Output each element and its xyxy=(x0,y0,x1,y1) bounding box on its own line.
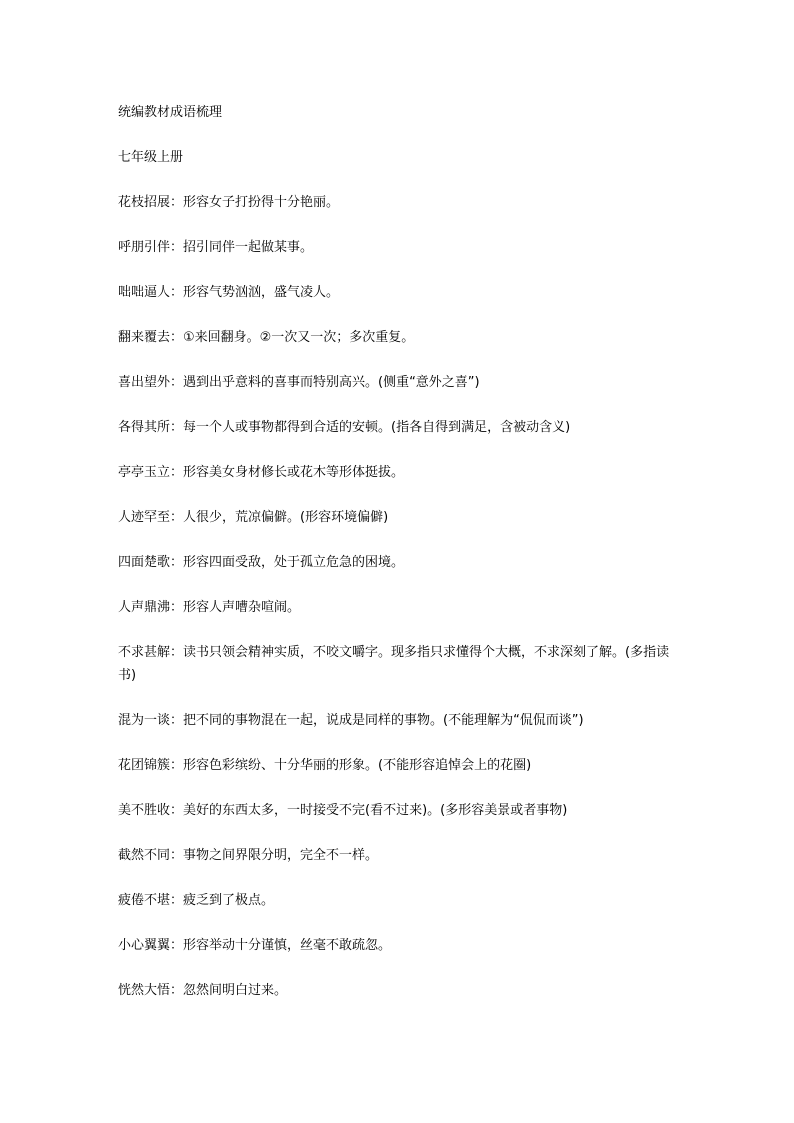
idiom-entry: 亭亭玉立：形容美女身材修长或花木等形体挺拔。 xyxy=(118,465,405,480)
idiom-entry: 人迹罕至：人很少，荒凉偏僻。(形容环境偏僻) xyxy=(118,510,389,525)
idiom-entry: 咄咄逼人：形容气势汹汹，盛气凌人。 xyxy=(118,285,340,300)
idiom-entry: 花团锦簇：形容色彩缤纷、十分华丽的形象。(不能形容追悼会上的花圈) xyxy=(118,758,532,773)
idiom-entry: 截然不同：事物之间界限分明，完全不一样。 xyxy=(118,848,379,863)
idiom-entry: 混为一谈：把不同的事物混在一起，说成是同样的事物。(不能理解为“侃侃而谈”) xyxy=(118,713,584,728)
idiom-entry: 不求甚解：读书只领会精神实质，不咬文嚼字。现多指只求懂得个大概，不求深刻了解。(多指读书) xyxy=(118,645,670,683)
document-title: 统编教材成语梳理 xyxy=(118,105,223,120)
idiom-entry: 小心翼翼：形容举动十分谨慎，丝毫不敢疏忽。 xyxy=(118,938,392,953)
idiom-entry: 喜出望外：遇到出乎意料的喜事而特别高兴。(侧重“意外之喜”) xyxy=(118,375,480,390)
idiom-entry: 恍然大悟：忽然间明白过来。 xyxy=(118,983,288,998)
idiom-entry: 呼朋引伴：招引同伴一起做某事。 xyxy=(118,240,314,255)
idiom-entry: 各得其所：每一个人或事物都得到合适的安顿。(指各自得到满足，含被动含义) xyxy=(118,420,571,435)
idiom-entry: 花枝招展：形容女子打扮得十分艳丽。 xyxy=(118,195,340,210)
idiom-entry: 疲倦不堪：疲乏到了极点。 xyxy=(118,893,275,908)
document-body xyxy=(118,101,684,1024)
idiom-entry: 人声鼎沸：形容人声嘈杂喧闹。 xyxy=(118,600,301,615)
idiom-entry: 四面楚歌：形容四面受敌，处于孤立危急的困境。 xyxy=(118,555,405,570)
idiom-entry: 美不胜收：美好的东西太多，一时接受不完(看不过来)。(多形容美景或者事物) xyxy=(118,803,568,818)
idiom-entry: 翻来覆去：①来回翻身。②一次又一次；多次重复。 xyxy=(118,330,415,345)
section-heading: 七年级上册 xyxy=(118,150,184,165)
